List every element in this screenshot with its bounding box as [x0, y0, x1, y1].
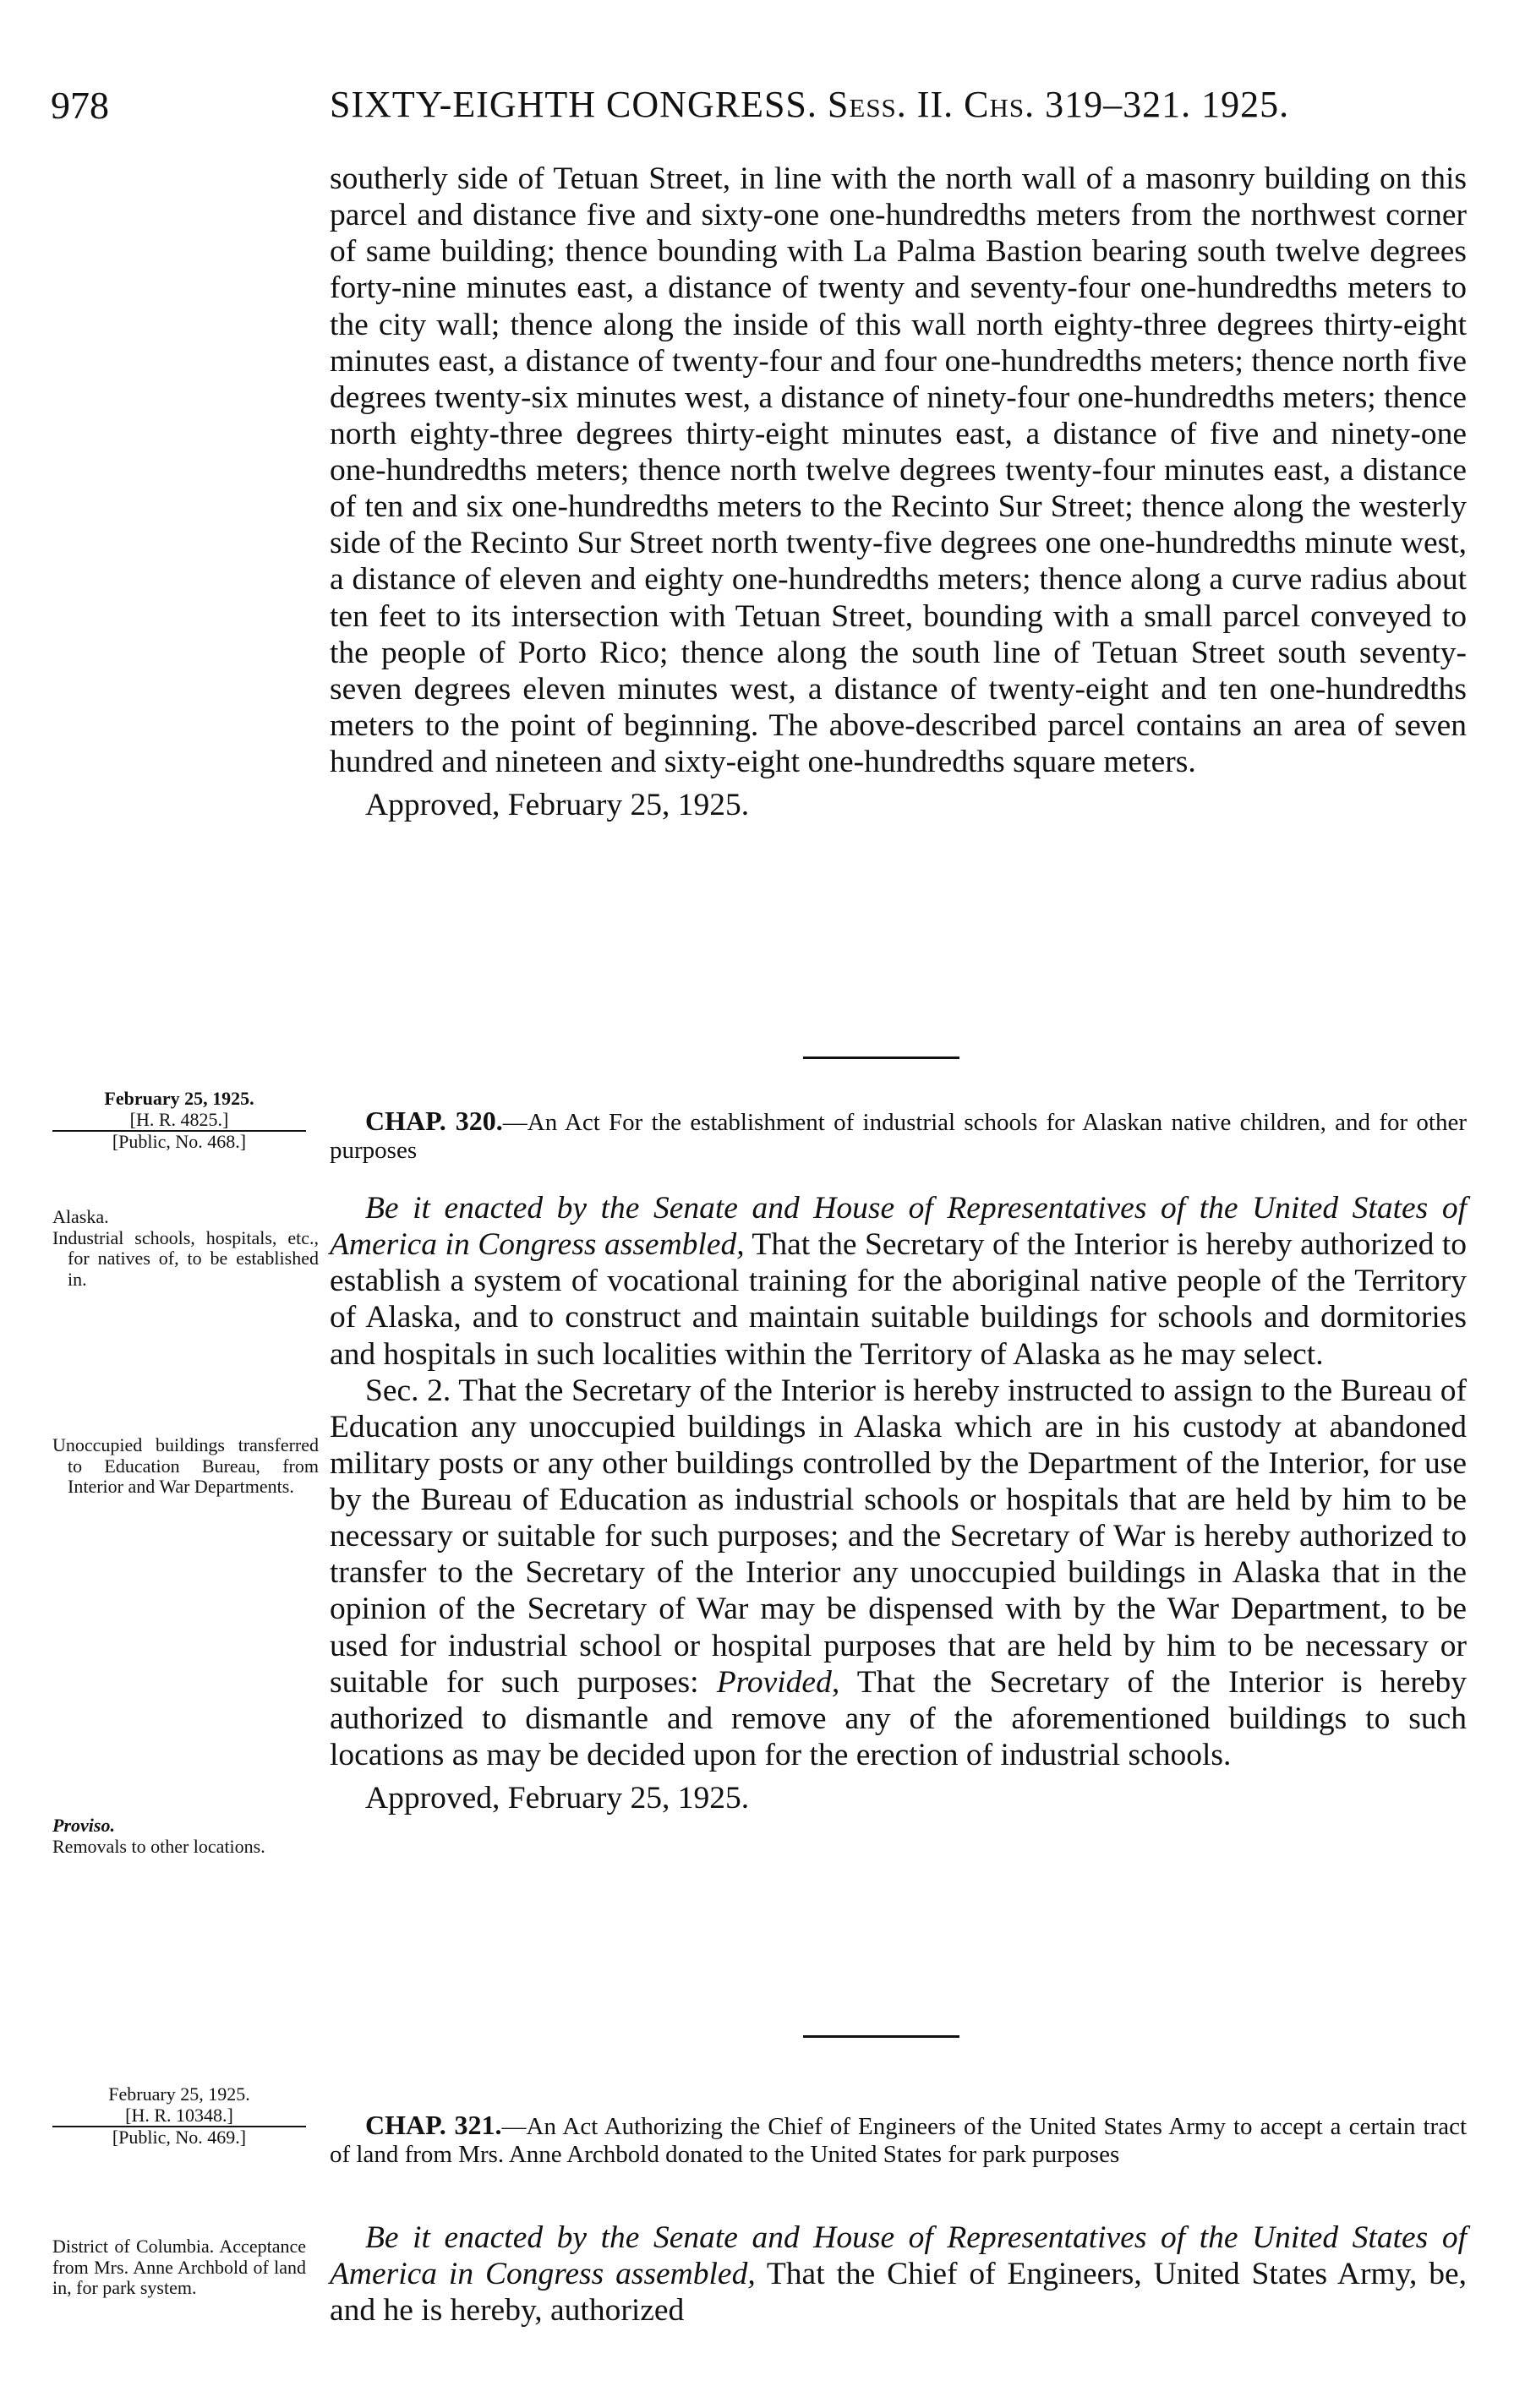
chap321-heading — [330, 2110, 1467, 2170]
chap321-text: That the Chief of Engineers, United States Army, be, and he is hereby, authorized — [330, 2257, 1467, 2329]
chap321-bill: [H. R. 10348.] — [52, 2105, 306, 2128]
chap321-date: February 25, 1925. — [108, 2083, 250, 2105]
chap320-margin-note-3 — [52, 1816, 319, 1857]
chap320-margin-citation — [52, 1089, 319, 1153]
margin-note-text: Unoccupied buildings transferred to Education Bureau, from Interior and War Departments. — [52, 1434, 319, 1498]
chap320-provided: Provided, — [716, 1664, 840, 1700]
chap320-title: —An Act For the establishment of industrial schools for Alaskan native children, and for other purposes — [330, 1109, 1467, 1165]
section-divider — [803, 2035, 959, 2038]
chap320-margin-note-2 — [52, 1435, 319, 1498]
chap320-date: February 25, 1925. — [104, 1088, 254, 1109]
header-chapters: Chs. 319–321. — [964, 84, 1192, 125]
header-title — [330, 83, 1289, 126]
chap320-margin-note-1 — [52, 1207, 319, 1291]
chap321-public-law: [Public, No. 469.] — [112, 2127, 247, 2149]
chap320-section-1 — [330, 1190, 1467, 1373]
chap320-public-law: [Public, No. 468.] — [112, 1131, 247, 1153]
chap320-approved: Approved, February 25, 1925. — [365, 1781, 750, 1816]
chap320-enacting-clause: Be it enacted by the Senate and House of Representatives of the United States of America in Congress assembled, — [330, 1191, 1467, 1263]
continuation-section — [330, 161, 1467, 823]
running-header — [51, 83, 1466, 134]
chap320-bill: [H. R. 4825.] — [52, 1110, 306, 1133]
margin-note-text: Industrial schools, hospitals, etc., for natives of, to be established in. — [52, 1226, 319, 1290]
page-number: 978 — [51, 84, 109, 127]
chap320-number: CHAP. 320. — [365, 1106, 503, 1136]
chap321-title: —An Act Authorizing the Chief of Engineers of the United States Army to accept a certain tract of land from Mrs. Anne Archbold donated to the United States for park purposes — [330, 2113, 1468, 2169]
chap320-body — [330, 1190, 1467, 1816]
chap320-sec2-text-b: That the Secretary of the Interior is hereby authorized to dismantle and remove any of the aforementioned buildings to such locations as may be decided upon for the erection of industrial schools. — [330, 1664, 1468, 1772]
chap321-body — [330, 2220, 1467, 2329]
header-congress: SIXTY-EIGHTH CONGRESS. — [330, 84, 817, 125]
chap321-section-1 — [330, 2220, 1467, 2329]
chap320-sec2-text-a: Sec. 2. That the Secretary of the Interior is hereby instructed to assign to the Bureau of Education any unoccupied buildings in Alaska which are in his custody at abandoned military posts or any other buildings controlled by the Department of the Interior, for use by the Bureau of Education as industrial schools or hospitals that are held by him to be necessary or suitable for such purposes; and the Secretary of War is hereby authorized to transfer to the Secretary of the Interior any unoccupied buildings in Alaska that in the opinion of the Secretary of War may be dispensed with by the War Department, to be used for industrial school or hospital purposes that are held by him to be necessary or suitable for such purposes: — [330, 1373, 1467, 1700]
header-year: 1925. — [1201, 84, 1290, 125]
margin-proviso-label: Proviso. — [52, 1815, 115, 1836]
chap321-margin-note — [52, 2236, 306, 2299]
margin-note-text: District of Columbia. Acceptance from Mrs. Anne Archbold of land in, for park system. — [52, 2236, 306, 2299]
chap321-number: CHAP. 321. — [365, 2110, 502, 2140]
chap320-section-2 — [330, 1373, 1467, 1773]
chap320-heading — [330, 1106, 1467, 1166]
chap321-enacting-clause: Be it enacted by the Senate and House of Representatives of the United States of America in Congress assembled, — [330, 2220, 1467, 2292]
chap320-sec1-text: That the Secretary of the Interior is hereby authorized to establish a system of vocational training for the aboriginal native people of the Territory of Alaska, and to construct and maintain suitable buildings for schools and dormitories and hospitals in such localities within the Territory of Alaska as he may select. — [330, 1227, 1467, 1372]
margin-note-place: Alaska. — [52, 1206, 109, 1227]
chap321-margin-citation — [52, 2084, 319, 2149]
margin-note-text: Removals to other locations. — [52, 1835, 265, 1857]
header-session: Sess. II. — [827, 84, 954, 125]
section-divider — [803, 1057, 959, 1059]
continuation-approved: Approved, February 25, 1925. — [365, 788, 750, 823]
continuation-text: southerly side of Tetuan Street, in line with the north wall of a masonry building on this parcel and distance five and sixty-one one-hundredths meters from the northwest corner of same building; thence bounding with La Palma Bastion bearing south twelve degrees forty-nine minutes east, a distance of twenty and seventy-four one-hundredths meters to the city wall; thence along the inside of this wall north eighty-three degrees thirty-eight minutes east, a distance of twenty-four and four one-hundredths meters; thence north five degrees twenty-six minutes west, a distance of ninety-four one-hundredths meters; thence north eighty-three degrees thirty-eight minutes east, a distance of five and ninety-one one-hundredths meters; thence north twelve degrees twenty-four minutes east, a distance of ten and six one-hundredths meters to the Recinto Sur Street; thence along the westerly side of the Recinto Sur Street north twenty-five degrees one one-hundredths minute west, a distance of eleven and eighty one-hundredths meters; thence along a curve radius about ten feet to its intersection with Tetuan Street, bounding with a small parcel conveyed to the people of Porto Rico; thence along the south line of Tetuan Street south seventy-seven degrees eleven minutes west, a distance of twenty-eight and ten one-hundredths meters to the point of beginning. The above-described parcel contains an area of seven hundred and nineteen and sixty-eight one-hundredths square meters. — [330, 161, 1467, 779]
